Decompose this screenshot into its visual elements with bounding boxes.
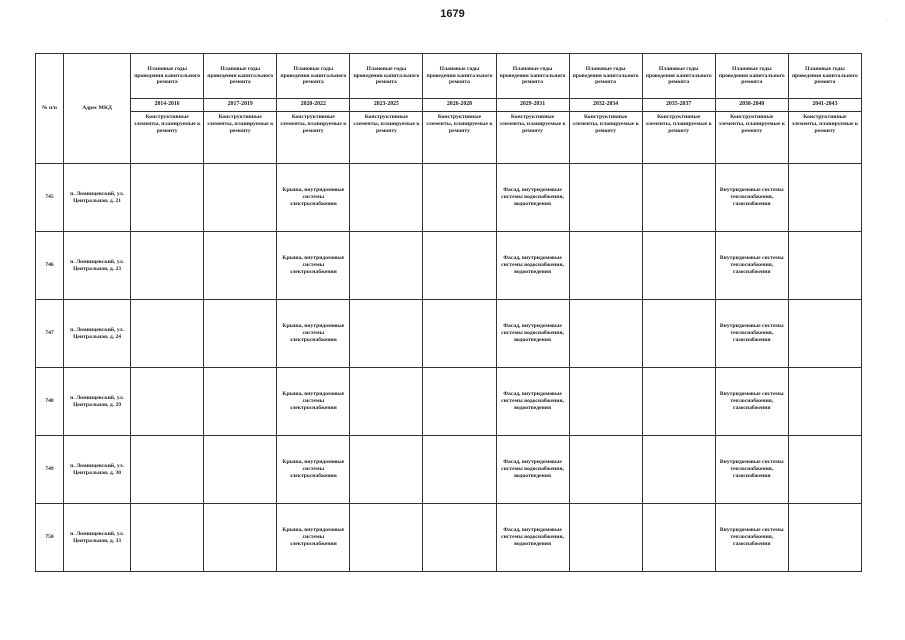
plan-header: Плановые годы проведения капитального ремонта — [423, 54, 496, 99]
elements-header: Конструктивные элементы, планируемые к ремонту — [715, 112, 788, 164]
period-header: 2041-2043 — [788, 99, 861, 112]
table-row — [36, 368, 862, 436]
period-header: 2032-2034 — [569, 99, 642, 112]
repair-elements-cell — [350, 300, 423, 368]
repair-elements-cell — [788, 504, 861, 572]
address-header: Адрес МКД — [64, 54, 131, 164]
header-row-plan — [36, 54, 862, 99]
repair-elements-cell: Фасад, внутридомовые системы водоснабжения, водоотведения — [496, 232, 569, 300]
repair-elements-cell — [204, 368, 277, 436]
repair-elements-cell — [423, 368, 496, 436]
row-number: 750 — [36, 504, 64, 572]
elements-header: Конструктивные элементы, планируемые к ремонту — [642, 112, 715, 164]
repair-elements-cell: Крыша, внутридомовые системы электроснабжения — [277, 164, 350, 232]
repair-elements-cell — [788, 232, 861, 300]
elements-header: Конструктивные элементы, планируемые к ремонту — [569, 112, 642, 164]
plan-header: Плановые годы проведения капитального ремонта — [350, 54, 423, 99]
repair-elements-cell: Внутридомовые системы теплоснабжения, газоснабжения — [715, 504, 788, 572]
repair-elements-cell — [350, 232, 423, 300]
elements-header: Конструктивные элементы, планируемые к ремонту — [788, 112, 861, 164]
repair-elements-cell — [204, 232, 277, 300]
period-header: 2029-2031 — [496, 99, 569, 112]
repair-elements-cell — [204, 504, 277, 572]
page-number: 1679 — [440, 8, 465, 20]
repair-elements-cell — [423, 504, 496, 572]
repair-elements-cell — [350, 368, 423, 436]
repair-elements-cell — [569, 164, 642, 232]
table-row — [36, 436, 862, 504]
repair-elements-cell: Внутридомовые системы теплоснабжения, газоснабжения — [715, 368, 788, 436]
row-address: п. Ломинцевский, ул. Центральная, д. 23 — [64, 232, 131, 300]
period-header: 2035-2037 — [642, 99, 715, 112]
scan-artifact: · — [886, 18, 888, 24]
repair-elements-cell — [788, 164, 861, 232]
repair-elements-cell — [204, 300, 277, 368]
elements-header: Конструктивные элементы, планируемые к ремонту — [350, 112, 423, 164]
period-header: 2017-2019 — [204, 99, 277, 112]
repair-elements-cell — [350, 164, 423, 232]
elements-header: Конструктивные элементы, планируемые к ремонту — [131, 112, 204, 164]
plan-header: Плановые годы проведения капитального ремонта — [277, 54, 350, 99]
table-row — [36, 232, 862, 300]
plan-header: Плановые годы проведения капитального ремонта — [788, 54, 861, 99]
plan-header: Плановые годы проведения капитального ремонта — [204, 54, 277, 99]
repair-elements-cell — [204, 164, 277, 232]
repair-schedule-table — [35, 53, 862, 572]
repair-elements-cell — [350, 504, 423, 572]
row-number: 746 — [36, 232, 64, 300]
repair-elements-cell — [131, 232, 204, 300]
repair-elements-cell: Внутридомовые системы теплоснабжения, газоснабжения — [715, 164, 788, 232]
row-address: п. Ломинцевский, ул. Центральная, д. 24 — [64, 300, 131, 368]
repair-elements-cell — [423, 232, 496, 300]
row-number: 748 — [36, 368, 64, 436]
plan-header: Плановые годы проведения капитального ремонта — [715, 54, 788, 99]
repair-elements-cell: Внутридомовые системы теплоснабжения, газоснабжения — [715, 232, 788, 300]
header-row-periods — [36, 99, 862, 112]
period-header: 2020-2022 — [277, 99, 350, 112]
repair-elements-cell: Крыша, внутридомовые системы электроснабжения — [277, 368, 350, 436]
num-header: № п/п — [36, 54, 64, 164]
repair-elements-cell — [569, 300, 642, 368]
repair-elements-cell — [423, 164, 496, 232]
repair-elements-cell: Внутридомовые системы теплоснабжения, газоснабжения — [715, 300, 788, 368]
table-row — [36, 504, 862, 572]
row-number: 745 — [36, 164, 64, 232]
repair-elements-cell — [569, 436, 642, 504]
plan-header: Плановые годы проведения капитального ремонта — [642, 54, 715, 99]
table-row — [36, 300, 862, 368]
repair-elements-cell: Фасад, внутридомовые системы водоснабжения, водоотведения — [496, 504, 569, 572]
elements-header: Конструктивные элементы, планируемые к ремонту — [496, 112, 569, 164]
repair-elements-cell — [423, 436, 496, 504]
repair-elements-cell — [204, 436, 277, 504]
repair-elements-cell — [788, 300, 861, 368]
repair-elements-cell — [131, 436, 204, 504]
repair-elements-cell — [642, 504, 715, 572]
plan-header: Плановые годы проведения капитального ремонта — [496, 54, 569, 99]
repair-elements-cell — [569, 368, 642, 436]
repair-elements-cell: Внутридомовые системы теплоснабжения, газоснабжения — [715, 436, 788, 504]
repair-elements-cell: Крыша, внутридомовые системы электроснабжения — [277, 436, 350, 504]
elements-header: Конструктивные элементы, планируемые к ремонту — [423, 112, 496, 164]
repair-elements-cell — [642, 436, 715, 504]
repair-elements-cell: Фасад, внутридомовые системы водоснабжения, водоотведения — [496, 164, 569, 232]
repair-elements-cell — [642, 164, 715, 232]
repair-elements-cell — [131, 504, 204, 572]
repair-elements-cell — [131, 368, 204, 436]
repair-elements-cell — [131, 300, 204, 368]
period-header: 2014-2016 — [131, 99, 204, 112]
repair-elements-cell: Крыша, внутридомовые системы электроснабжения — [277, 300, 350, 368]
elements-header: Конструктивные элементы, планируемые к ремонту — [277, 112, 350, 164]
row-address: п. Ломинцевский, ул. Центральная, д. 33 — [64, 504, 131, 572]
period-header: 2038-2040 — [715, 99, 788, 112]
repair-elements-cell — [569, 232, 642, 300]
repair-elements-cell: Фасад, внутридомовые системы водоснабжения, водоотведения — [496, 368, 569, 436]
repair-elements-cell: Крыша, внутридомовые системы электроснабжения — [277, 504, 350, 572]
period-header: 2026-2028 — [423, 99, 496, 112]
row-address: п. Ломинцевский, ул. Центральная, д. 29 — [64, 368, 131, 436]
repair-elements-cell — [642, 300, 715, 368]
repair-elements-cell — [131, 164, 204, 232]
plan-header: Плановые годы проведения капитального ремонта — [131, 54, 204, 99]
header-row-elements — [36, 112, 862, 164]
repair-elements-cell: Крыша, внутридомовые системы электроснабжения — [277, 232, 350, 300]
repair-elements-cell: Фасад, внутридомовые системы водоснабжения, водоотведения — [496, 436, 569, 504]
repair-elements-cell — [642, 232, 715, 300]
repair-elements-cell — [569, 504, 642, 572]
plan-header: Плановые годы проведения капитального ремонта — [569, 54, 642, 99]
row-number: 747 — [36, 300, 64, 368]
elements-header: Конструктивные элементы, планируемые к ремонту — [204, 112, 277, 164]
row-address: п. Ломинцевский, ул. Центральная, д. 30 — [64, 436, 131, 504]
period-header: 2023-2025 — [350, 99, 423, 112]
repair-elements-cell — [642, 368, 715, 436]
row-address: п. Ломинцевский, ул. Центральная, д. 21 — [64, 164, 131, 232]
table-row — [36, 164, 862, 232]
repair-elements-cell: Фасад, внутридомовые системы водоснабжения, водоотведения — [496, 300, 569, 368]
repair-elements-cell — [788, 436, 861, 504]
repair-elements-cell — [788, 368, 861, 436]
repair-elements-cell — [350, 436, 423, 504]
row-number: 749 — [36, 436, 64, 504]
repair-elements-cell — [423, 300, 496, 368]
